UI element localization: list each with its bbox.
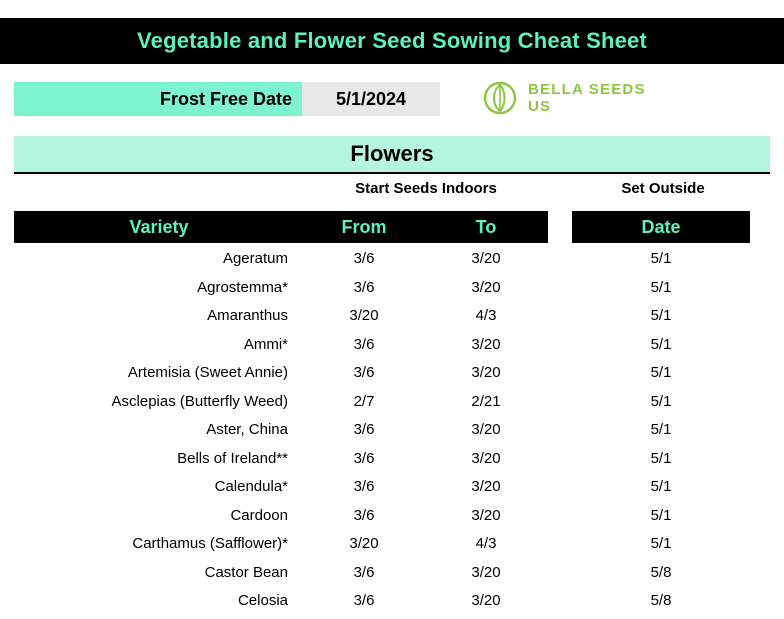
cell-to: 3/20 [471,250,501,267]
cell-variety: Asclepias (Butterfly Weed) [111,392,288,410]
table-row [0,530,784,559]
cell-from: 3/6 [353,278,375,296]
cell-variety: Castor Bean [204,563,288,581]
cell-from: 3/6 [353,250,375,267]
column-header-bar-right [572,211,750,243]
column-header-bar-left [14,211,548,243]
bella-seeds-leaf-icon [480,78,520,118]
cell-date: 5/1 [650,449,672,467]
cell-variety: Carthamus (Safflower)* [132,535,288,552]
cell-from: 3/6 [353,506,375,524]
cell-variety: Artemisia (Sweet Annie) [127,364,288,381]
cell-from: 3/6 [353,364,375,381]
banner-divider [14,172,770,174]
table-row [0,416,784,445]
page-title: Vegetable and Flower Seed Sowing Cheat Sheet [136,28,648,53]
cell-to: 2/21 [471,392,501,410]
cell-date: 5/1 [650,421,672,438]
cell-date: 5/1 [650,392,672,410]
cell-from: 3/6 [353,478,375,495]
seed-table-body [0,245,784,616]
cell-date: 5/1 [650,506,672,524]
table-row [0,274,784,303]
cell-date: 5/1 [650,250,672,267]
cell-to: 3/20 [471,335,501,353]
cell-variety: Ammi* [243,335,288,353]
cell-date: 5/1 [650,478,672,495]
cell-to: 4/3 [475,535,497,552]
table-row [0,502,784,531]
frost-free-date-row [0,82,784,116]
group-header-set-outside: Set Outside [621,180,705,197]
group-header-start-seeds-indoors: Start Seeds Indoors [355,180,497,197]
cell-to: 3/20 [471,421,501,438]
cell-date: 5/1 [650,535,672,552]
frost-free-date-label: Frost Free Date [14,82,302,116]
cell-variety: Agrostemma* [197,278,288,296]
column-header-to: To [475,216,497,237]
frost-free-date-value: 5/1/2024 [302,82,440,116]
cell-date: 5/1 [650,307,672,324]
cell-date: 5/8 [650,563,672,581]
cell-to: 3/20 [471,364,501,381]
table-row [0,559,784,588]
cell-to: 3/20 [471,478,501,495]
title-bar [0,18,784,64]
group-header-row [0,180,784,204]
cell-date: 5/8 [650,592,672,609]
brand-name: BELLA SEEDS US [528,81,646,115]
cell-to: 3/20 [471,563,501,581]
cell-to: 3/20 [471,506,501,524]
table-row [0,359,784,388]
cell-date: 5/1 [650,335,672,353]
table-row [0,388,784,417]
table-row [0,331,784,360]
section-banner [14,136,770,172]
section-title: Flowers [350,141,434,166]
cell-from: 3/20 [349,307,379,324]
cell-variety: Celosia [237,592,288,609]
cell-from: 2/7 [353,392,375,410]
cell-from: 3/6 [353,592,375,609]
cell-to: 3/20 [471,449,501,467]
cell-variety: Ageratum [222,250,288,267]
cell-from: 3/20 [349,535,379,552]
brand-logo [480,76,660,120]
table-row [0,445,784,474]
cell-from: 3/6 [353,421,375,438]
table-row [0,473,784,502]
column-header-variety: Variety [129,216,189,237]
cell-to: 4/3 [475,307,497,324]
cell-from: 3/6 [353,563,375,581]
cell-variety: Cardoon [230,506,288,524]
cell-variety: Amaranthus [207,307,288,324]
cell-from: 3/6 [353,449,375,467]
cell-variety: Calendula* [214,478,288,495]
cell-from: 3/6 [353,335,375,353]
cell-date: 5/1 [650,278,672,296]
cell-variety: Aster, China [206,421,288,438]
column-header-from: From [341,216,387,237]
cell-to: 3/20 [471,592,501,609]
cell-to: 3/20 [471,278,501,296]
table-row [0,245,784,274]
column-header-date: Date [641,216,681,237]
table-row [0,587,784,616]
cell-date: 5/1 [650,364,672,381]
cell-variety: Bells of Ireland** [177,449,288,467]
table-row [0,302,784,331]
